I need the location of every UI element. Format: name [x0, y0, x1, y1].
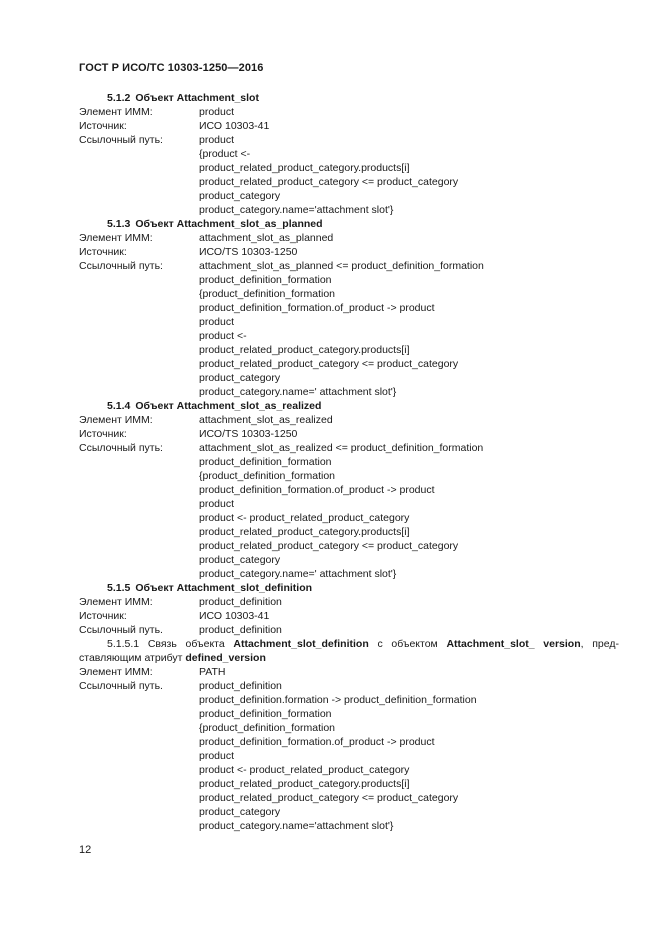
row-value: product <- [199, 330, 247, 342]
mapping-row [79, 483, 619, 497]
row-value: product_category [199, 806, 281, 818]
section-number: 5.1.3 [107, 218, 131, 230]
mapping-row [79, 343, 619, 357]
document-body [79, 91, 619, 833]
mapping-row [79, 539, 619, 553]
row-label: Элемент ИММ: [79, 232, 153, 244]
subsection-text: ставляющим атрибут [79, 652, 183, 664]
section-heading [79, 91, 619, 105]
row-value: product_category [199, 372, 281, 384]
mapping-row [79, 721, 619, 735]
row-label: Ссылочный путь: [79, 260, 163, 272]
mapping-row [79, 133, 619, 147]
mapping-row [79, 777, 619, 791]
mapping-row [79, 497, 619, 511]
entity-name: Attachment_slot_definition [233, 638, 369, 650]
row-value: product_category [199, 554, 281, 566]
row-value: product_definition_formation [199, 456, 332, 468]
row-value: product_definition.formation -> product_definition_formation [199, 694, 477, 706]
attribute-name: defined_version [185, 652, 266, 664]
document-header: ГОСТ Р ИСО/ТС 10303-1250—2016 [79, 62, 264, 74]
mapping-row [79, 511, 619, 525]
section-heading [79, 399, 619, 413]
row-value: attachment_slot_as_realized [199, 414, 333, 426]
subsection-number: 5.1.5.1 [107, 638, 140, 650]
mapping-row [79, 245, 619, 259]
row-value: product_definition [199, 596, 282, 608]
mapping-row [79, 665, 619, 679]
row-value: product_category.name='attachment slot'} [199, 204, 394, 216]
row-label: Ссылочный путь. [79, 680, 163, 692]
mapping-row [79, 749, 619, 763]
row-value: product [199, 750, 235, 762]
mapping-row [79, 791, 619, 805]
row-label: Источник: [79, 428, 127, 440]
row-value: product <- product_related_product_category [199, 512, 410, 524]
section-title: Объект Attachment_slot_as_planned [135, 218, 323, 230]
mapping-row [79, 567, 619, 581]
row-value: product_definition [199, 680, 282, 692]
mapping-row [79, 203, 619, 217]
mapping-row [79, 119, 619, 133]
mapping-row [79, 805, 619, 819]
mapping-row [79, 525, 619, 539]
page-number: 12 [79, 844, 92, 856]
row-value: product_related_product_category.products[i] [199, 344, 410, 356]
row-label: Источник: [79, 120, 127, 132]
row-value: product_definition_formation.of_product -> product [199, 302, 435, 314]
row-value: product_category [199, 190, 281, 202]
mapping-row [79, 469, 619, 483]
row-label: Элемент ИММ: [79, 414, 153, 426]
mapping-row [79, 707, 619, 721]
row-value: product_related_product_category <= product_category [199, 792, 459, 804]
row-value: product_related_product_category <= product_category [199, 176, 459, 188]
row-value: product_definition_formation.of_product -> product [199, 736, 435, 748]
mapping-row [79, 175, 619, 189]
row-value: product [199, 498, 235, 510]
row-value: attachment_slot_as_planned [199, 232, 334, 244]
mapping-row [79, 161, 619, 175]
mapping-row [79, 609, 619, 623]
section-heading [79, 581, 619, 595]
row-label: Элемент ИММ: [79, 106, 153, 118]
mapping-row [79, 553, 619, 567]
mapping-row [79, 427, 619, 441]
section-number: 5.1.2 [107, 92, 131, 104]
mapping-row [79, 147, 619, 161]
mapping-row [79, 329, 619, 343]
subsection-paragraph [79, 637, 619, 665]
row-value: product_category.name=' attachment slot'} [199, 568, 397, 580]
subsection-text: , пред- [580, 638, 619, 650]
mapping-row [79, 371, 619, 385]
mapping-row [79, 259, 619, 273]
mapping-row [79, 595, 619, 609]
mapping-row [79, 735, 619, 749]
row-label: Элемент ИММ: [79, 666, 153, 678]
mapping-row [79, 385, 619, 399]
row-label: Ссылочный путь: [79, 134, 163, 146]
row-value: product_related_product_category.products[i] [199, 526, 410, 538]
subsection-line-1 [79, 637, 619, 651]
section-title: Объект Attachment_slot [135, 92, 259, 104]
row-value: product_definition_formation.of_product -> product [199, 484, 435, 496]
mapping-row [79, 273, 619, 287]
row-label: Источник: [79, 610, 127, 622]
section-heading [79, 217, 619, 231]
section-title: Объект Attachment_slot_definition [135, 582, 313, 594]
mapping-row [79, 287, 619, 301]
row-value: ИСО/TS 10303-1250 [199, 246, 298, 258]
row-value: product_definition_formation [199, 708, 332, 720]
mapping-row [79, 441, 619, 455]
mapping-row [79, 189, 619, 203]
row-value: ИСО 10303-41 [199, 120, 270, 132]
mapping-row [79, 455, 619, 469]
row-value: product [199, 134, 235, 146]
mapping-row [79, 623, 619, 637]
mapping-row [79, 357, 619, 371]
row-value: product_definition_formation [199, 274, 332, 286]
row-label: Ссылочный путь: [79, 442, 163, 454]
row-value: product_related_product_category.products[i] [199, 778, 410, 790]
mapping-row [79, 413, 619, 427]
row-label: Источник: [79, 246, 127, 258]
mapping-row [79, 301, 619, 315]
mapping-row [79, 105, 619, 119]
row-value: {product <- [199, 148, 251, 160]
mapping-row [79, 231, 619, 245]
row-value: {product_definition_formation [199, 288, 336, 300]
row-value: ИСО/TS 10303-1250 [199, 428, 298, 440]
entity-name: Attachment_slot_ version [446, 638, 581, 650]
row-value: product_definition [199, 624, 282, 636]
row-value: ИСО 10303-41 [199, 610, 270, 622]
section-title: Объект Attachment_slot_as_realized [135, 400, 322, 412]
row-value: product [199, 316, 235, 328]
mapping-row [79, 763, 619, 777]
row-value: product <- product_related_product_category [199, 764, 410, 776]
row-value: product_category.name='attachment slot'} [199, 820, 394, 832]
section-number: 5.1.4 [107, 400, 131, 412]
subsection-line-2 [79, 651, 619, 665]
row-value: product_related_product_category <= product_category [199, 358, 459, 370]
row-value: attachment_slot_as_planned <= product_definition_formation [199, 260, 484, 272]
row-value: product [199, 106, 235, 118]
subsection-text: Связь объекта [147, 638, 225, 650]
row-label: Элемент ИММ: [79, 596, 153, 608]
mapping-row [79, 315, 619, 329]
row-value: {product_definition_formation [199, 722, 336, 734]
row-value: product_category.name=' attachment slot'} [199, 386, 397, 398]
subsection-text: с объектом [377, 638, 438, 650]
section-number: 5.1.5 [107, 582, 131, 594]
mapping-row [79, 693, 619, 707]
row-value: attachment_slot_as_realized <= product_definition_formation [199, 442, 484, 454]
row-value: product_related_product_category.products[i] [199, 162, 410, 174]
row-value: PATH [199, 666, 226, 678]
row-label: Ссылочный путь. [79, 624, 163, 636]
mapping-row [79, 679, 619, 693]
row-value: product_related_product_category <= product_category [199, 540, 459, 552]
mapping-row [79, 819, 619, 833]
row-value: {product_definition_formation [199, 470, 336, 482]
